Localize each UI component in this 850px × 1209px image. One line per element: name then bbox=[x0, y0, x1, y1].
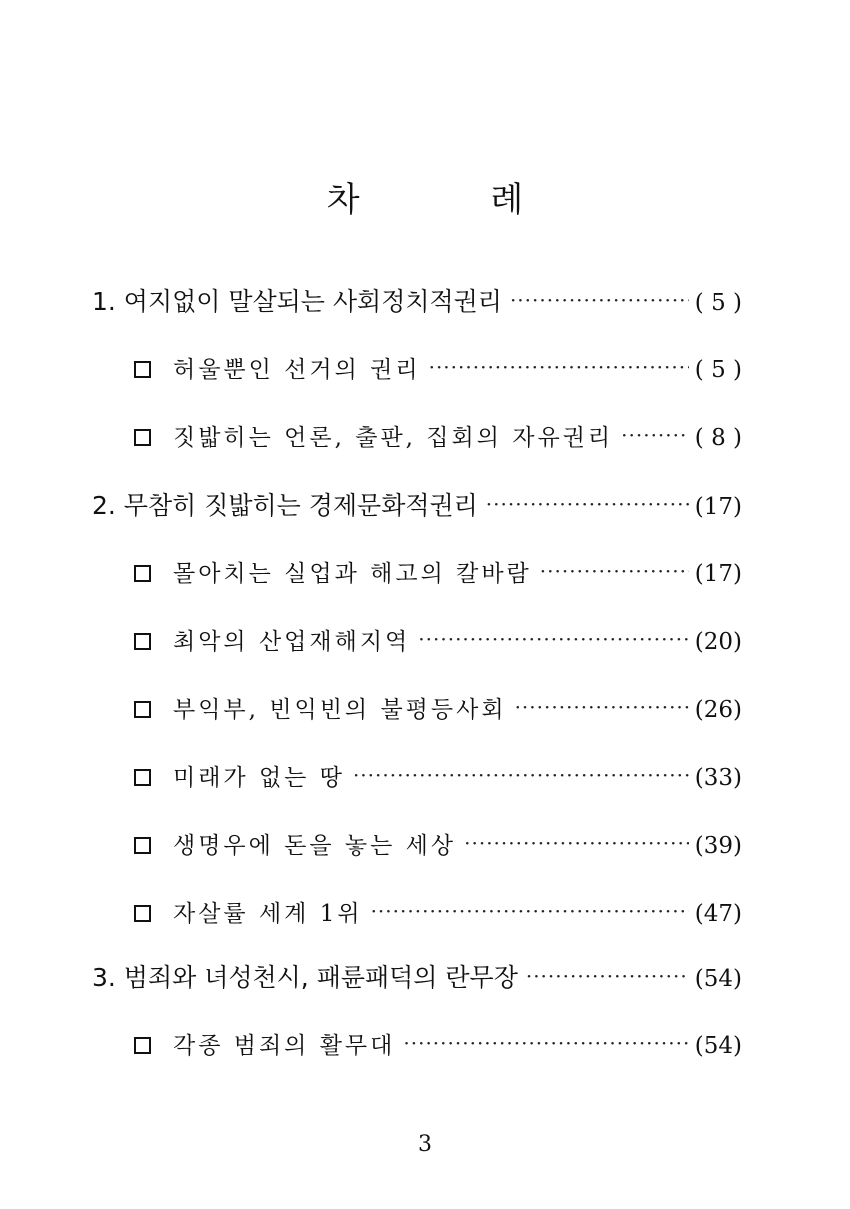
toc-entry-text: 2. 무참히 짓밟히는 경제문화적권리 bbox=[92, 491, 478, 520]
toc-entry-subsection[interactable] bbox=[134, 1026, 742, 1066]
leader-dots bbox=[526, 956, 689, 996]
toc-page-ref: (17) bbox=[694, 494, 742, 520]
toc-page-ref: (26) bbox=[694, 697, 742, 723]
toc-entry-text: 몰아치는 실업과 해고의 칼바람 bbox=[173, 561, 532, 587]
toc-entry-text: 1. 여지없이 말살되는 사회정치적권리 bbox=[92, 287, 502, 316]
toc-entry-text: 부익부, 빈익빈의 불평등사회 bbox=[173, 697, 507, 723]
toc-entry-text: 허울뿐인 선거의 권리 bbox=[173, 357, 421, 383]
toc-entry-text: 미래가 없는 땅 bbox=[173, 765, 345, 791]
toc-page-ref: ( 5 ) bbox=[694, 290, 742, 316]
toc-entry-text: 최악의 산업재해지역 bbox=[173, 629, 411, 655]
toc-entry-section-1[interactable] bbox=[92, 282, 742, 322]
toc-entry-subsection[interactable] bbox=[134, 554, 742, 594]
toc-entry-subsection[interactable] bbox=[134, 622, 742, 662]
toc-page-ref: (39) bbox=[694, 833, 742, 859]
toc-entry-subsection[interactable] bbox=[134, 690, 742, 730]
leader-dots bbox=[540, 551, 689, 591]
leader-dots bbox=[429, 347, 689, 387]
toc-entry-text: 생명우에 돈을 놓는 세상 bbox=[173, 833, 457, 859]
toc-page-ref: (17) bbox=[694, 561, 742, 587]
leader-dots bbox=[418, 619, 689, 659]
leader-dots bbox=[515, 687, 689, 727]
toc-entry-subsection[interactable] bbox=[134, 350, 742, 390]
toc-page-ref: (54) bbox=[694, 966, 742, 992]
toc-page-ref: (47) bbox=[694, 901, 742, 927]
leader-dots bbox=[403, 1023, 688, 1063]
checkbox-square-icon bbox=[134, 837, 151, 854]
toc-page-ref: (54) bbox=[694, 1033, 742, 1059]
checkbox-square-icon bbox=[134, 633, 151, 650]
toc-entry-subsection[interactable] bbox=[134, 894, 742, 934]
toc-entry-text: 짓밟히는 언론, 출판, 집회의 자유권리 bbox=[173, 425, 614, 451]
leader-dots bbox=[486, 484, 689, 524]
toc-entry-subsection[interactable] bbox=[134, 418, 742, 458]
page-number: 3 bbox=[418, 1132, 432, 1157]
leader-dots bbox=[464, 823, 689, 863]
toc-entry-subsection[interactable] bbox=[134, 758, 742, 798]
toc-page-ref: (33) bbox=[694, 765, 742, 791]
toc-entry-text: 3. 범죄와 녀성천시, 패륜패덕의 란무장 bbox=[92, 963, 518, 992]
leader-dots bbox=[510, 280, 689, 320]
toc-page-ref: (20) bbox=[694, 629, 742, 655]
toc-entry-subsection[interactable] bbox=[134, 826, 742, 866]
toc-entry-text: 자살률 세계 1위 bbox=[173, 901, 363, 927]
checkbox-square-icon bbox=[134, 565, 151, 582]
leader-dots bbox=[621, 415, 689, 455]
toc-page-ref: ( 5 ) bbox=[694, 357, 742, 383]
checkbox-square-icon bbox=[134, 701, 151, 718]
toc-entry-text: 각종 범죄의 활무대 bbox=[173, 1033, 396, 1059]
leader-dots bbox=[371, 891, 689, 931]
page-title: 차 례 bbox=[326, 180, 584, 220]
checkbox-square-icon bbox=[134, 905, 151, 922]
checkbox-square-icon bbox=[134, 1037, 151, 1054]
checkbox-square-icon bbox=[134, 361, 151, 378]
checkbox-square-icon bbox=[134, 769, 151, 786]
toc-page-ref: ( 8 ) bbox=[694, 425, 742, 451]
checkbox-square-icon bbox=[134, 429, 151, 446]
toc-entry-section-3[interactable] bbox=[92, 958, 742, 998]
leader-dots bbox=[353, 755, 689, 795]
toc-entry-section-2[interactable] bbox=[92, 486, 742, 526]
